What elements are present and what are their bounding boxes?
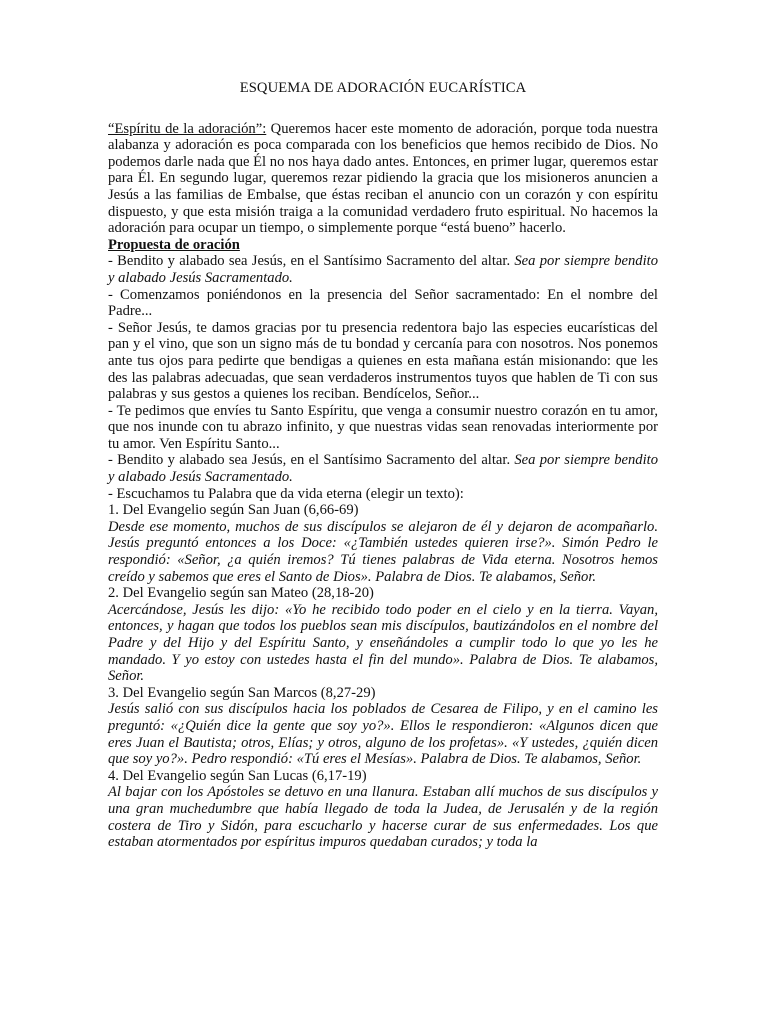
gospel-3-text: Jesús salió con sus discípulos hacia los poblados de Cesarea de Filipo, y en el camino les preguntó: «¿Quién dice la gente que soy yo?». Ellos le respondieron: «Algunos dicen que eres Juan el Bautista; otros, Elías; y otros, alguno de los profetas». «Y ustedes, ¿quién dicen que soy yo?». Pedro respondió: «Tú eres el Mesías». Palabra de Dios. Te alabamos, Señor.	[108, 701, 658, 768]
intro-text: Queremos hacer este momento de adoración, porque toda nuestra alabanza y adoración es poca comparada con los beneficios que hemos recibido de Dios. No podemos darle nada que Él no nos haya dado antes. Entonces, en primer lugar, queremos estar para Él. En segundo lugar, queremos rezar pidiendo la gracia que los misioneros anuncien a Jesús a las familias de Embalse, que éstas reciban el anuncio con un corazón y con espíritu dispuesto, y que esta misión traiga a la comunidad verdadero fruto espiritual. No hacemos la adoración para ocupar un tiempo, o simplemente porque “está bueno” hacerlo.	[108, 120, 658, 237]
prayer-line-5	[108, 452, 658, 485]
prayer-line-3: - Señor Jesús, te damos gracias por tu presencia redentora bajo las especies eucarísticas del pan y el vino, que son un signo más de tu bondad y cercanía para con nosotros. Nos ponemos ante tus ojos para pedirte que bendigas a quienes en esta mañana están misionando: que les des las palabras adecuadas, que sean verdaderos instrumentos tuyos que hablen de Ti con sus palabras y sus gestos a quienes los reciban. Bendícelos, Señor...	[108, 319, 658, 403]
gospel-1-heading: 1. Del Evangelio según San Juan (6,66-69)	[108, 502, 359, 519]
document-title: ESQUEMA DE ADORACIÓN EUCARÍSTICA	[239, 80, 527, 96]
section-title: Propuesta de oración	[108, 236, 240, 253]
document-page	[108, 80, 658, 851]
prayer-line-5-text: - Bendito y alabado sea Jesús, en el Santísimo Sacramento del altar.	[108, 452, 515, 469]
prayer-line-4: - Te pedimos que envíes tu Santo Espíritu, que venga a consumir nuestro corazón en tu amor, que nos inunde con tu abrazo infinito, y que nuestras vidas sean renovadas interiormente por tu amor. Ven Espíritu Santo...	[108, 402, 658, 452]
intro-paragraph	[108, 121, 658, 237]
gospel-4-heading: 4. Del Evangelio según San Lucas (6,17-19)	[108, 767, 367, 784]
intro-label: “Espíritu de la adoración”:	[108, 120, 267, 137]
prayer-line-6: - Escuchamos tu Palabra que da vida eterna (elegir un texto):	[108, 485, 464, 502]
gospel-2-text: Acercándose, Jesús les dijo: «Yo he recibido todo poder en el cielo y en la tierra. Vayan, entonces, y hagan que todos los pueblos sean mis discípulos, bautizándolos en el nombre del Padre y del Hijo y del Espíritu Santo, y enseñándoles a cumplir todo lo que yo les he mandado. Y yo estoy con ustedes hasta el fin del mundo». Palabra de Dios. Te alabamos, Señor.	[108, 601, 658, 685]
gospel-3-heading: 3. Del Evangelio según San Marcos (8,27-29)	[108, 684, 376, 701]
prayer-line-1-text: - Bendito y alabado sea Jesús, en el Santísimo Sacramento del altar.	[108, 253, 515, 270]
prayer-line-5-response: Sea por siempre bendito y alabado Jesús Sacramentado.	[108, 452, 658, 486]
gospel-1-text: Desde ese momento, muchos de sus discípulos se alejaron de él y dejaron de acompañarlo. Jesús preguntó entonces a los Doce: «¿También ustedes quieren irse?». Simón Pedro le respondió: «Señor, ¿a quién iremos? Tú tienes palabras de Vida eterna. Nosotros hemos creído y sabemos que eres el Santo de Dios». Palabra de Dios. Te alabamos, Señor.	[108, 518, 658, 585]
prayer-line-2: - Comenzamos poniéndonos en la presencia del Señor sacramentado: En el nombre del Padre...	[108, 286, 658, 320]
gospel-4-text: Al bajar con los Apóstoles se detuvo en una llanura. Estaban allí muchos de sus discípulos y una gran muchedumbre que había llegado de toda la Judea, de Jerusalén y de la región costera de Tiro y Sidón, para escucharlo y hacerse curar de sus enfermedades. Los que estaban atormentados por espíritus impuros quedaban curados; y toda la	[108, 784, 658, 851]
prayer-line-1	[108, 253, 658, 286]
gospel-2-heading: 2. Del Evangelio según san Mateo (28,18-20)	[108, 585, 374, 602]
prayer-line-1-response: Sea por siempre bendito y alabado Jesús Sacramentado.	[108, 253, 658, 286]
